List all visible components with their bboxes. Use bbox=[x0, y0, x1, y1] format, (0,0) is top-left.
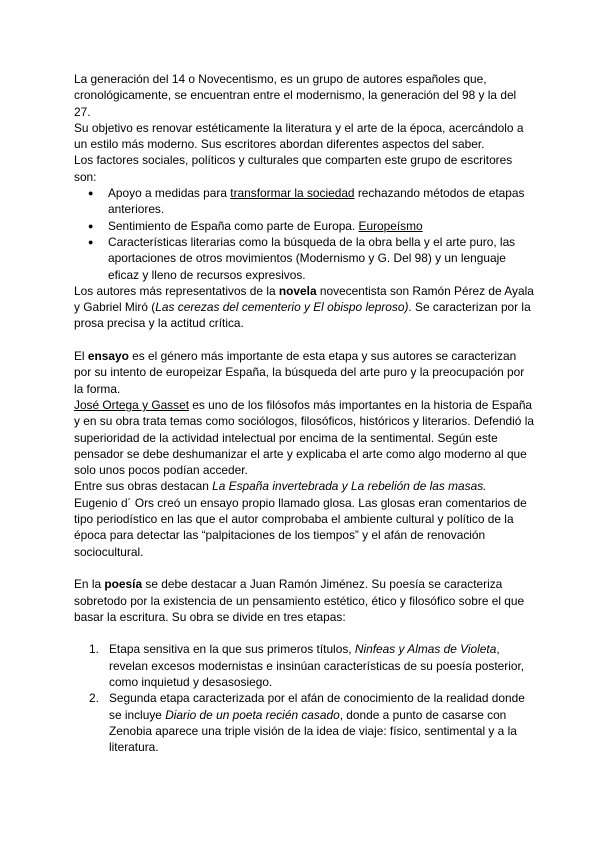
factor-item bbox=[74, 234, 534, 283]
poesia-keyword: poesía bbox=[104, 577, 143, 592]
novela-keyword: novela bbox=[278, 283, 317, 298]
stage-number: 2. bbox=[89, 691, 99, 706]
ensayo-paragraph bbox=[74, 348, 534, 397]
stage-text: Segunda etapa caracterizada por el afán de conocimiento de la realidad donde se incluye bbox=[109, 691, 525, 722]
bullet-icon: ● bbox=[88, 236, 94, 247]
factor-text-end: rechazando métodos de etapas anteriores. bbox=[108, 186, 525, 217]
stage-text-end: , donde a punto de casarse con Zenobia aparece una triple visión de la idea de viaje: físico, sentimental y a la literatura. bbox=[109, 707, 517, 755]
paragraph-gap bbox=[74, 332, 534, 348]
paragraph-gap bbox=[74, 560, 534, 576]
intro-paragraph-1: La generación del 14 o Novecentismo, es un grupo de autores españoles que, cronológicamente, se encuentran entre el modernismo, la generación del 98 y la del 27. bbox=[74, 72, 517, 119]
stages-list bbox=[74, 641, 534, 755]
intro-paragraph-3: Los factores sociales, políticos y culturales que comparten este grupo de escritores son: bbox=[74, 153, 513, 184]
stage-titles: Ninfeas y Almas de Violeta bbox=[354, 642, 497, 657]
document-page bbox=[74, 71, 534, 755]
poesia-paragraph bbox=[74, 576, 534, 625]
ors-paragraph: Eugenio d´ Ors creó un ensayo propio llamado glosa. Las glosas eran comentarios de tipo periodístico en las que el autor comprobaba el ambiente cultural y político de la época para detectar las “palpitaciones de los tiempos” y el afán de renovación sociocultural. bbox=[74, 495, 527, 559]
stage-titles: Diario de un poeta recién casado bbox=[165, 707, 340, 722]
factor-link[interactable]: transformar la sociedad bbox=[230, 186, 355, 201]
factor-text: Apoyo a medidas para bbox=[108, 186, 231, 201]
ortega-paragraph bbox=[74, 397, 534, 478]
novela-paragraph bbox=[74, 283, 534, 332]
factor-text: Sentimiento de España como parte de Europa. bbox=[108, 218, 359, 233]
stage-item bbox=[74, 641, 534, 690]
ensayo-keyword: ensayo bbox=[87, 349, 129, 364]
ensayo-text: El bbox=[74, 349, 88, 364]
factor-item bbox=[74, 185, 534, 218]
stage-text: Etapa sensitiva en la que sus primeros títulos, bbox=[109, 642, 355, 657]
stage-number: 1. bbox=[89, 642, 99, 657]
novela-text-end: . Se caracterizan por la prosa precisa y la actitud crítica. bbox=[74, 300, 531, 331]
paragraph-gap bbox=[74, 625, 534, 641]
factor-link[interactable]: Europeísmo bbox=[358, 218, 423, 233]
obras-text: Entre sus obras destacan bbox=[74, 479, 213, 494]
obras-titles: La España invertebrada y La rebelión de las masas. bbox=[212, 479, 487, 494]
bullet-icon: ● bbox=[88, 188, 94, 199]
factor-item bbox=[74, 218, 534, 234]
poesia-text-end: se debe destacar a Juan Ramón Jiménez. Su poesía se caracteriza sobretodo por la existencia de un pensamiento estético, ético y filosófico sobre el que basar la escritura. Su obra se divide en tres etapas: bbox=[74, 577, 525, 624]
novela-titles: Las cerezas del cementerio y El obispo leproso) bbox=[155, 300, 409, 315]
ortega-link[interactable]: José Ortega y Gasset bbox=[74, 397, 189, 412]
stage-item bbox=[74, 690, 534, 755]
obras-paragraph bbox=[74, 478, 534, 494]
novela-text: Los autores más representativos de la bbox=[74, 283, 279, 298]
stage-text-end: , revelan excesos modernistas e insinúan características de su poesía posterior, como inquietud y desasosiego. bbox=[109, 642, 525, 689]
ensayo-text-end: es el género más importante de esta etapa y sus autores se caracterizan por su intento de europeizar España, la búsqueda del arte puro y la preocupación por la forma. bbox=[74, 349, 525, 396]
intro-paragraph-2: Su objetivo es renovar estéticamente la literatura y el arte de la época, acercándolo a un estilo más moderno. Sus escritores abordan diferentes aspectos del saber. bbox=[74, 120, 524, 152]
ortega-text: es uno de los filósofos más importantes en la historia de España y en su obra trata temas como sociólogos, filosóficos, históricos y literarios. Defendió la superioridad de la actividad intelectual por encima de la sentimental. Según este pensador se debe deshumanizar el arte y explicaba el arte como algo moderno al que solo unos pocos podían acceder. bbox=[74, 397, 534, 478]
novela-text-mid: novecentista son Ramón Pérez de Ayala y Gabriel Miró ( bbox=[74, 283, 534, 315]
bullet-icon: ● bbox=[88, 220, 94, 231]
factors-list bbox=[74, 185, 534, 283]
factor-text: Características literarias como la búsqueda de la obra bella y el arte puro, las aportaciones de otros movimientos (Modernismo y G. Del 98) y un lenguaje eficaz y lleno de recursos expresivos. bbox=[108, 234, 516, 282]
poesia-text: En la bbox=[74, 577, 105, 592]
